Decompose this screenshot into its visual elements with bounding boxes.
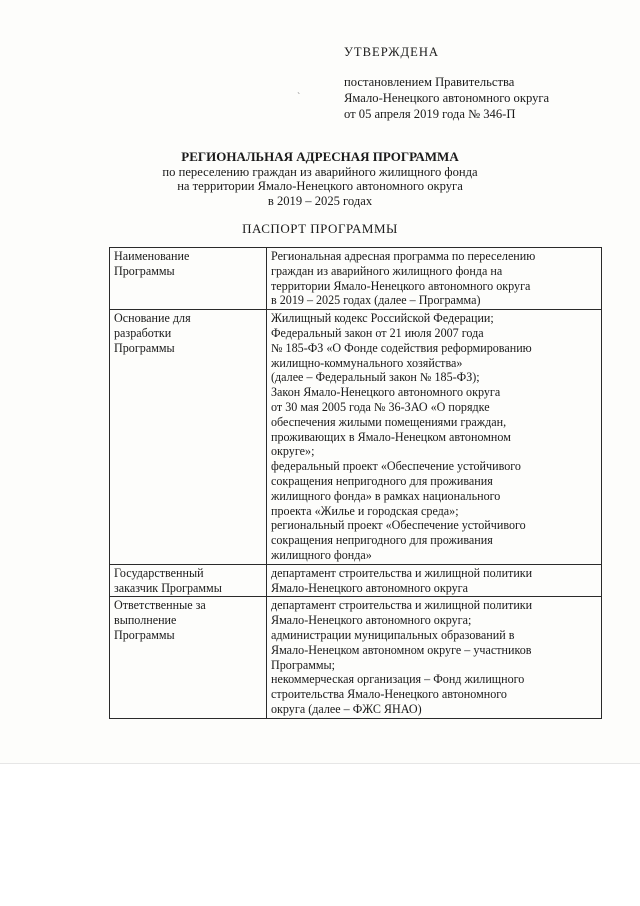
row-value-line: жилищно-коммунального хозяйства» bbox=[271, 355, 463, 370]
approval-line: Ямало-Ненецкого автономного округа bbox=[344, 91, 550, 105]
row-value-line: федеральный проект «Обеспечение устойчивого bbox=[271, 459, 521, 474]
scan-mark: ` bbox=[297, 92, 301, 103]
table-row bbox=[110, 310, 602, 565]
program-subtitle-line: на территории Ямало-Ненецкого автономного округа bbox=[177, 179, 463, 193]
row-value-cell bbox=[267, 597, 602, 718]
row-value-line: администрации муниципальных образований в bbox=[271, 627, 515, 642]
row-value-line: от 30 мая 2005 года № 36-ЗАО «О порядке bbox=[271, 399, 490, 414]
row-value-line: граждан из аварийного жилищного фонда на bbox=[271, 263, 503, 278]
row-value-line: Закон Ямало-Ненецкого автономного округа bbox=[271, 385, 501, 400]
row-value-line: проживающих в Ямало-Ненецком автономном bbox=[271, 429, 511, 444]
approval-title: УТВЕРЖДЕНА bbox=[344, 45, 440, 59]
row-value-line: Федеральный закон от 21 июля 2007 года bbox=[271, 325, 484, 340]
row-value-line: округе»; bbox=[271, 444, 315, 459]
row-value-line: территории Ямало-Ненецкого автономного округа bbox=[271, 278, 531, 293]
row-value-line: № 185-ФЗ «О Фонде содействия реформированию bbox=[271, 340, 532, 355]
page-background bbox=[0, 763, 640, 906]
row-value-line: региональный проект «Обеспечение устойчивого bbox=[271, 518, 526, 533]
row-value-line: департамент строительства и жилищной политики bbox=[271, 598, 533, 613]
approval-block bbox=[344, 44, 549, 122]
row-value-line: округа (далее – ФЖС ЯНАО) bbox=[271, 701, 422, 716]
row-value-line: проекта «Жилье и городская среда»; bbox=[271, 503, 459, 518]
row-label-line: Государственный bbox=[114, 565, 204, 580]
row-value-line: департамент строительства и жилищной политики bbox=[271, 565, 533, 580]
row-label-line: Основание для bbox=[114, 311, 191, 326]
row-value-line: жилищного фонда» bbox=[271, 547, 372, 562]
row-value-line: Ямало-Ненецкого автономного округа; bbox=[271, 613, 472, 628]
row-value-line: Ямало-Ненецком автономном округе – участников bbox=[271, 642, 532, 657]
row-value-line: Жилищный кодекс Российской Федерации; bbox=[271, 311, 494, 326]
passport-title: ПАСПОРТ ПРОГРАММЫ bbox=[242, 221, 398, 236]
row-label-line: Программы bbox=[114, 340, 175, 355]
row-value-line: обеспечения жилыми помещениями граждан, bbox=[271, 414, 507, 429]
row-label-line: Программы bbox=[114, 263, 175, 278]
row-value-line: строительства Ямало-Ненецкого автономного bbox=[271, 687, 507, 702]
table-row bbox=[110, 564, 602, 597]
row-label-line: Программы bbox=[114, 627, 175, 642]
row-value-cell bbox=[267, 310, 602, 565]
row-label-cell bbox=[110, 564, 267, 597]
row-value-cell bbox=[267, 248, 602, 310]
passport-table bbox=[109, 247, 602, 719]
row-value-line: Программы; bbox=[271, 657, 335, 672]
row-label-line: Наименование bbox=[114, 249, 190, 263]
row-value-line: Ямало-Ненецкого автономного округа bbox=[271, 580, 468, 595]
row-label-cell bbox=[110, 248, 267, 310]
table-row bbox=[110, 248, 602, 310]
row-value-line: сокращения непригодного для проживания bbox=[271, 473, 493, 488]
approval-line: постановлением Правительства bbox=[344, 75, 515, 89]
row-label-line: разработки bbox=[114, 325, 172, 340]
program-subtitle-line: в 2019 – 2025 годах bbox=[267, 193, 373, 208]
row-label-cell bbox=[110, 310, 267, 565]
row-value-line: жилищного фонда» в рамках национального bbox=[271, 488, 501, 503]
row-value-line: некоммерческая организация – Фонд жилищного bbox=[271, 672, 525, 687]
row-label-line: заказчик Программы bbox=[114, 580, 222, 595]
approval-line: от 05 апреля 2019 года № 346-П bbox=[344, 107, 516, 121]
row-label-cell bbox=[110, 597, 267, 718]
table-row bbox=[110, 597, 602, 718]
row-label-line: выполнение bbox=[114, 613, 177, 628]
program-heading bbox=[0, 150, 640, 208]
row-label-line: Ответственные за bbox=[114, 598, 206, 613]
row-value-line: (далее – Федеральный закон № 185-ФЗ); bbox=[271, 370, 480, 385]
row-value-line: в 2019 – 2025 годах (далее – Программа) bbox=[271, 293, 481, 308]
row-value-line: Региональная адресная программа по переселению bbox=[271, 249, 536, 263]
row-value-line: сокращения непригодного для проживания bbox=[271, 533, 493, 548]
program-subtitle-line: по переселению граждан из аварийного жилищного фонда bbox=[162, 164, 478, 179]
program-title: РЕГИОНАЛЬНАЯ АДРЕСНАЯ ПРОГРАММА bbox=[181, 149, 459, 164]
row-value-cell bbox=[267, 564, 602, 597]
